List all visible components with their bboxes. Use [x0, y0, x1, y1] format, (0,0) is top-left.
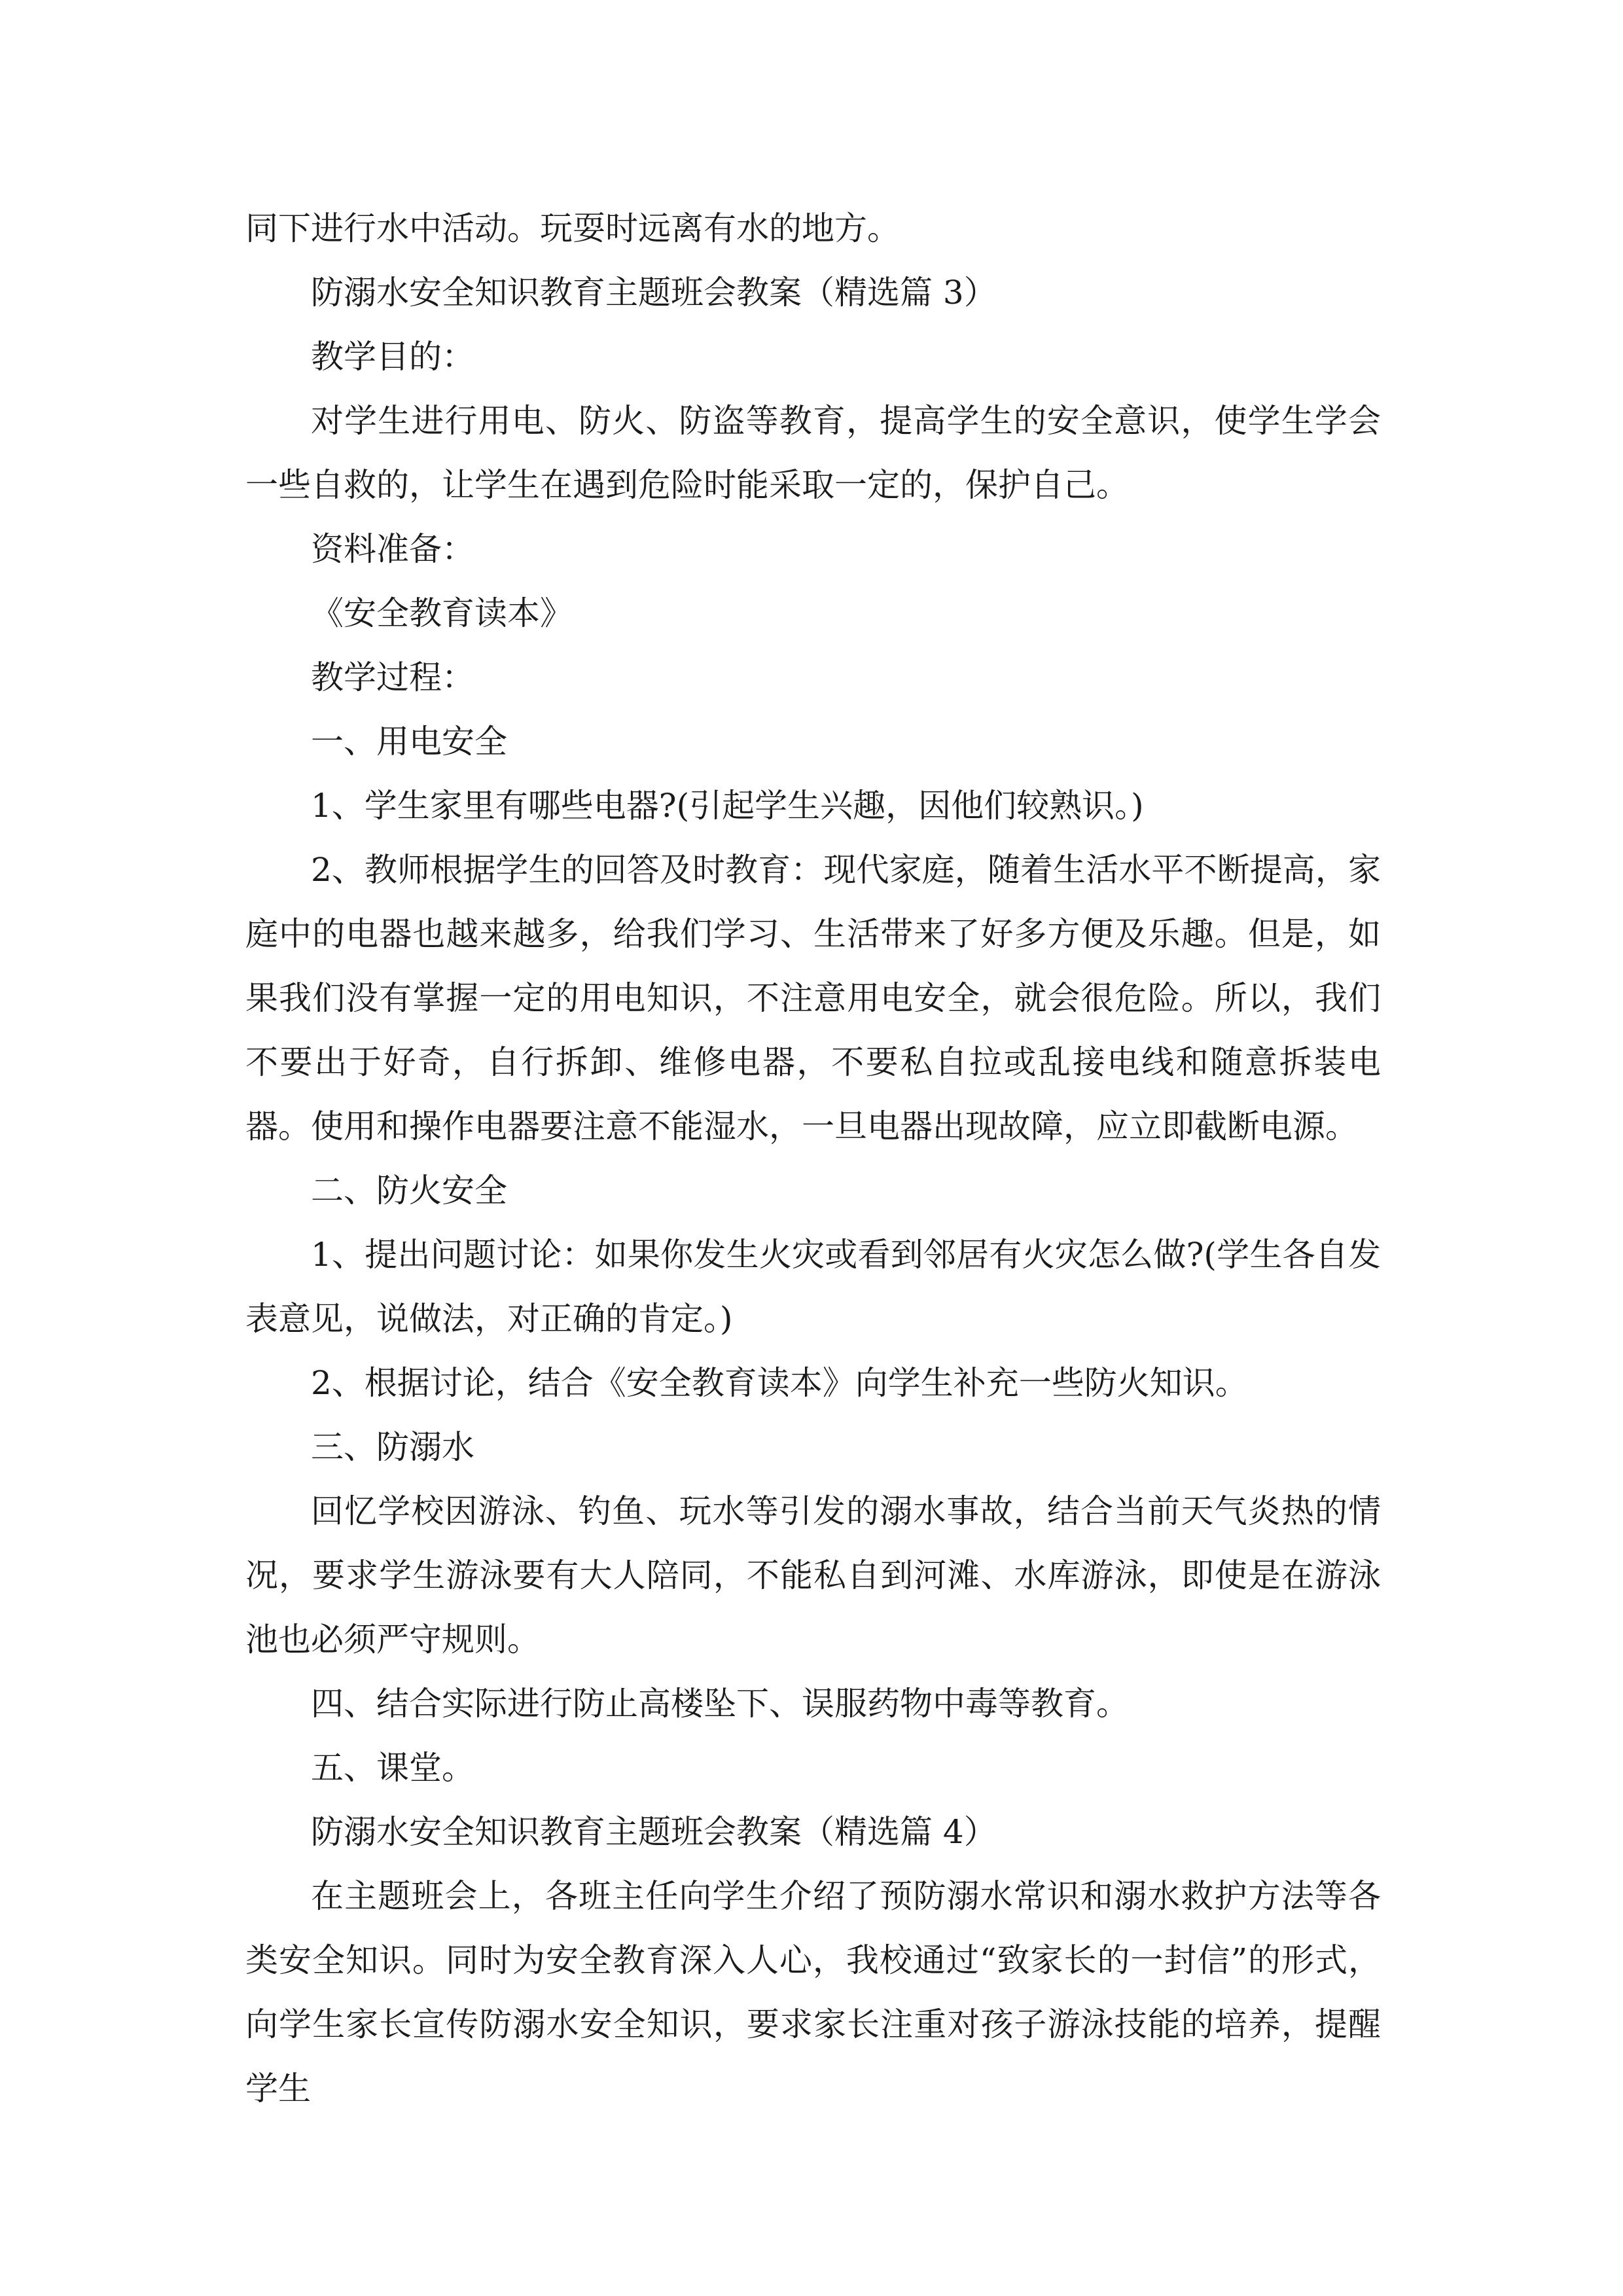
paragraph: 回忆学校因游泳、钓鱼、玩水等引发的溺水事故，结合当前天气炎热的情况，要求学生游泳要有大人陪同，不能私自到河滩、水库游泳，即使是在游泳池也必须严守规则。	[245, 1492, 1381, 1659]
paragraph: 在主题班会上，各班主任向学生介绍了预防溺水常识和溺水救护方法等各类安全知识。同时为安全教育深入人心，我校通过“致家长的一封信”的形式，向学生家长宣传防溺水安全知识，要求家长注重对孩子游泳技能的培养，提醒学生	[245, 1877, 1381, 2108]
paragraph: 资料准备：	[311, 530, 474, 568]
section-heading: 防溺水安全知识教育主题班会教案（精选篇 3）	[311, 274, 997, 312]
paragraph: 1、学生家里有哪些电器?(引起学生兴趣，因他们较熟识。)	[311, 787, 1144, 825]
document-page	[245, 196, 1381, 2121]
subheading: 三、防溺水	[311, 1428, 474, 1466]
paragraph: 《安全教育读本》	[311, 594, 573, 632]
subheading: 四、结合实际进行防止高楼坠下、误服药物中毒等教育。	[311, 1685, 1129, 1723]
subheading: 一、用电安全	[311, 723, 507, 761]
paragraph: 对学生进行用电、防火、防盗等教育，提高学生的安全意识，使学生学会一些自救的，让学生在遇到危险时能采取一定的，保护自己。	[245, 402, 1381, 504]
section-heading: 防溺水安全知识教育主题班会教案（精选篇 4）	[311, 1813, 997, 1851]
paragraph: 2、根据讨论，结合《安全教育读本》向学生补充一些防火知识。	[311, 1364, 1248, 1402]
paragraph: 同下进行水中活动。玩耍时远离有水的地方。	[245, 209, 900, 247]
paragraph: 2、教师根据学生的回答及时教育：现代家庭，随着生活水平不断提高，家庭中的电器也越来越多，给我们学习、生活带来了好多方便及乐趣。但是，如果我们没有掌握一定的用电知识，不注意用电安全，就会很危险。所以，我们不要出于好奇，自行拆卸、维修电器，不要私自拉或乱接电线和随意拆装电器。使用和操作电器要注意不能湿水，一旦电器出现故障，应立即截断电源。	[245, 851, 1381, 1145]
paragraph: 教学目的：	[311, 338, 474, 376]
paragraph: 教学过程：	[311, 658, 474, 696]
subheading: 二、防火安全	[311, 1172, 507, 1210]
subheading: 五、课堂。	[311, 1749, 474, 1787]
paragraph: 1、提出问题讨论：如果你发生火灾或看到邻居有火灾怎么做?(学生各自发表意见，说做法，对正确的肯定。)	[245, 1236, 1381, 1338]
